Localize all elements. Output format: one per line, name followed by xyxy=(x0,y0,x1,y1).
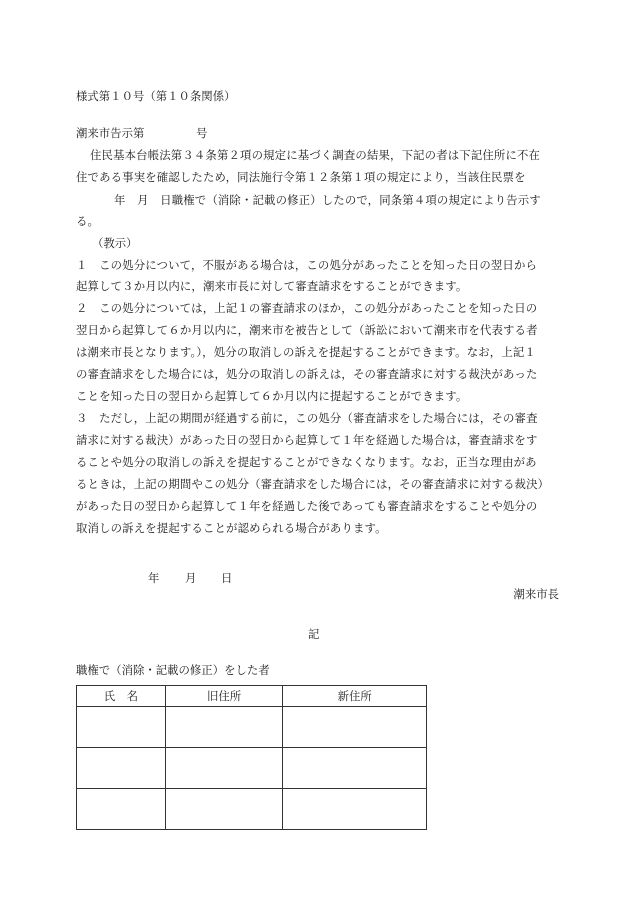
instruction-item-2-line: の審査請求をした場合には，処分の取消しの訴えは，その審査請求に対する裁決があった xyxy=(76,367,538,381)
subject-table xyxy=(76,685,427,830)
cell-old-address xyxy=(165,748,283,789)
date-year-label: 年 xyxy=(148,571,160,585)
ki-heading: 記 xyxy=(308,627,320,641)
col-header-old-address: 旧住所 xyxy=(165,686,283,707)
cell-name xyxy=(77,707,166,748)
cell-name xyxy=(77,789,166,830)
instruction-item-3-line: ３ ただし，上記の期間が経過する前に，この処分（審査請求をした場合には，その審査 xyxy=(76,411,538,425)
notice-number-prefix: 潮来市告示第 xyxy=(76,126,145,140)
date-month-label: 月 xyxy=(185,571,197,585)
table-row xyxy=(77,748,427,789)
form-label: 様式第１０号（第１０条関係） xyxy=(76,89,236,103)
instruction-item-3-line: るときは，上記の期間やこの処分（審査請求をした場合には，その審査請求に対する裁決） xyxy=(76,477,550,491)
body-line: 住民基本台帳法第３４条第２項の規定に基づく調査の結果，下記の者は下記住所に不在 xyxy=(90,148,541,162)
cell-new-address xyxy=(283,707,427,748)
table-header-row xyxy=(77,686,427,707)
cell-old-address xyxy=(165,707,283,748)
cell-new-address xyxy=(283,748,427,789)
table-row xyxy=(77,707,427,748)
body-line: 住である事実を確認したため，同法施行令第１２条第１項の規定により，当該住民票を xyxy=(76,170,526,184)
table-row xyxy=(77,789,427,830)
col-header-name: 氏 名 xyxy=(77,686,166,707)
instruction-item-2-line: ことを知った日の翌日から起算して６か月以内に提起することができます。 xyxy=(76,389,468,403)
cell-name xyxy=(77,748,166,789)
cell-new-address xyxy=(283,789,427,830)
notice-number-suffix: 号 xyxy=(196,126,208,140)
instruction-item-1-line: 起算して３か月以内に，潮来市長に対して審査請求をすることができます。 xyxy=(76,279,468,293)
instruction-item-3-line: 取消しの訴えを提起することが認められる場合があります。 xyxy=(76,521,387,535)
col-header-new-address: 新住所 xyxy=(283,686,427,707)
instruction-item-1-line: １ この処分について，不服がある場合は，この処分があったことを知った日の翌日から xyxy=(76,258,538,272)
body-line: る。 xyxy=(76,214,100,228)
table-caption: 職権で（消除・記載の修正）をした者 xyxy=(76,663,270,677)
instruction-item-2-line: 翌日から起算して６か月以内に，潮来市を被告として（訴訟において潮来市を代表する者 xyxy=(76,323,538,337)
instruction-item-3-line: 請求に対する裁決）があった日の翌日から起算して１年を経過した場合は，審査請求をす xyxy=(76,433,538,447)
instruction-heading: （教示） xyxy=(92,236,138,250)
instruction-item-2-line: ２ この処分については，上記１の審査請求のほか，この処分があったことを知った日の xyxy=(76,301,538,315)
instruction-item-3-line: があった日の翌日から起算して１年を経過した後であっても審査請求をすることや処分の xyxy=(76,499,538,513)
date-day-label: 日 xyxy=(221,571,233,585)
mayor-signature: 潮来市長 xyxy=(513,587,559,601)
body-line: 年 月 日職権で（消除・記載の修正）したので，同条第４項の規定により告示す xyxy=(114,193,541,207)
cell-old-address xyxy=(165,789,283,830)
instruction-item-2-line: は潮来市長となります。），処分の取消しの訴えを提起することができます。なお，上記１ xyxy=(76,345,536,359)
instruction-item-3-line: ることや処分の取消しの訴えを提起することができなくなります。なお，正当な理由があ xyxy=(76,455,537,469)
